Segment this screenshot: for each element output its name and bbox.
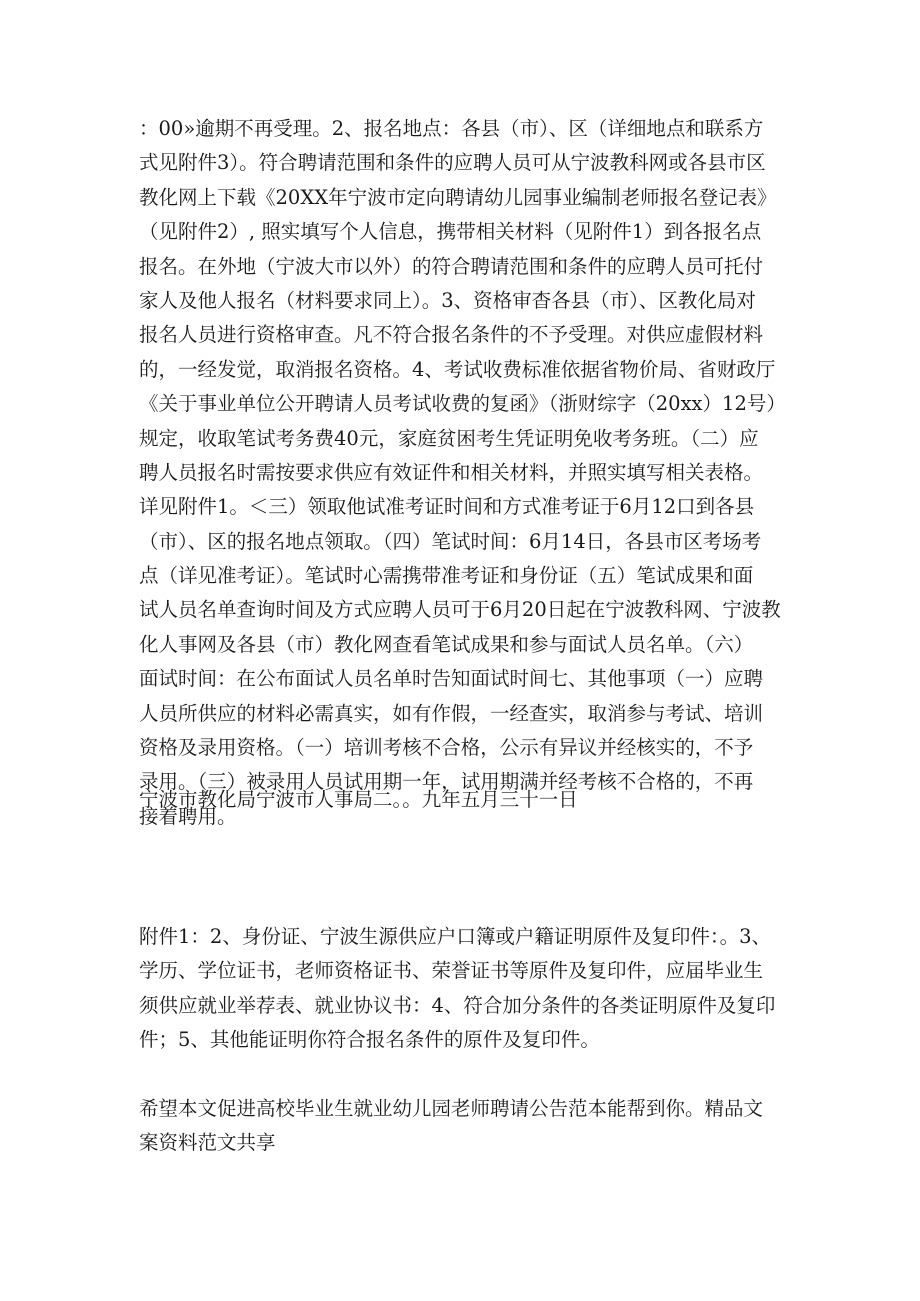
text-line: 教化网上下载《20XX年宁波市定向聘请幼儿园事业编制老师报名登记表》: [139, 185, 777, 209]
text-line: 学历、学位证书，老师资格证书、荣誉证书等原件及复印件，应届毕业生: [139, 959, 764, 983]
text-line: 《关于事业单位公开聘请人员考试收费的复函》（浙财综字（20xx）12号）: [139, 392, 786, 416]
text-line: 聘人员报名时需按要求供应有效证件和相关材料，并照实填写相关表格。: [139, 460, 764, 484]
closing-paragraph: [139, 1092, 789, 1161]
text-line: 面试时间：在公布面试人员名单时告知面试时间七、其他事项（一）应聘: [139, 667, 764, 691]
text-line: 报名人员进行资格审查。凡不符合报名条件的不予受理。对供应虚假材料: [139, 323, 764, 347]
text-line: 资格及录用资格。（一）培训考核不合格，公示有异议并经核实的，不予: [139, 736, 754, 760]
text-line: 宁波市教化局宁波市人事局二。。九年五月三十一日: [139, 788, 578, 811]
text-line: 件；5、其他能证明你符合报名条件的原件及复印件。: [139, 1028, 600, 1052]
text-line: 试人员名单查询时间及方式应聘人员可于6月20日起在宁波教科网、宁波教: [139, 598, 781, 622]
text-line: 规定，收取笔试考务费40元，家庭贫困考生凭证明免收考务班。（二）应: [139, 426, 759, 450]
text-line: 的，一经发觉，取消报名资格。4、考试收费标准依据省物价局、省财政厅: [139, 357, 776, 381]
text-line: 希望本文促进高校毕业生就业幼儿园老师聘请公告范本能帮到你。精品文: [139, 1097, 764, 1120]
text-line: 须供应就业举荐表、就业协议书：4、符合加分条件的各类证明原件及复印: [139, 993, 776, 1017]
attachment-paragraph: [139, 920, 789, 1058]
text-line: 案资料范文共享: [139, 1131, 276, 1155]
text-line: 接着聘用。: [139, 804, 237, 828]
text-line: 详见附件1。＜三）领取他试准考证时间和方式准考证于6月12口到各县: [139, 495, 755, 519]
text-line: ：00»逾期不再受理。2、报名地点：各县（市）、区（详细地点和联系方: [139, 117, 764, 140]
text-line: 化人事网及各县（市）教化网查看笔试成果和参与面试人员名单。（六）: [139, 632, 754, 656]
main-paragraph: [139, 112, 789, 834]
text-line: （市）、区的报名地点领取。（四）笔试时间：6月14日，各县市区考场考: [139, 529, 762, 553]
text-line: 家人及他人报名（材料要求同上）。3、资格审杳各县（市）、区教化局对: [139, 288, 756, 312]
text-line: 录用。（三）被录用人员试用期一年，试用期满并经考核不合格的，不再: [139, 770, 754, 794]
text-line: （见附件2）, 照实填写个人信息，携带相关材料（见附件1）到各报名点: [139, 220, 762, 244]
text-line: 点（详见准考证）。笔试时心需携带准考证和身份证（五）笔试成果和面: [139, 564, 754, 588]
text-line: 人员所供应的材料必需真实，如有作假，一经查实，取消参与考试、培训: [139, 701, 764, 725]
text-line: 式见附件3）。符合聘请范围和条件的应聘人员可从宁波教科网或各县市区: [139, 151, 766, 175]
text-line: 附件1：2、身份证、宁波生源供应户口簿或户籍证明原件及复印件：。3、: [139, 925, 771, 948]
signature-line: [139, 783, 789, 817]
text-line: 报名。在外地（宁波大市以外）的符合聘请范围和条件的应聘人员可托付: [139, 254, 764, 278]
